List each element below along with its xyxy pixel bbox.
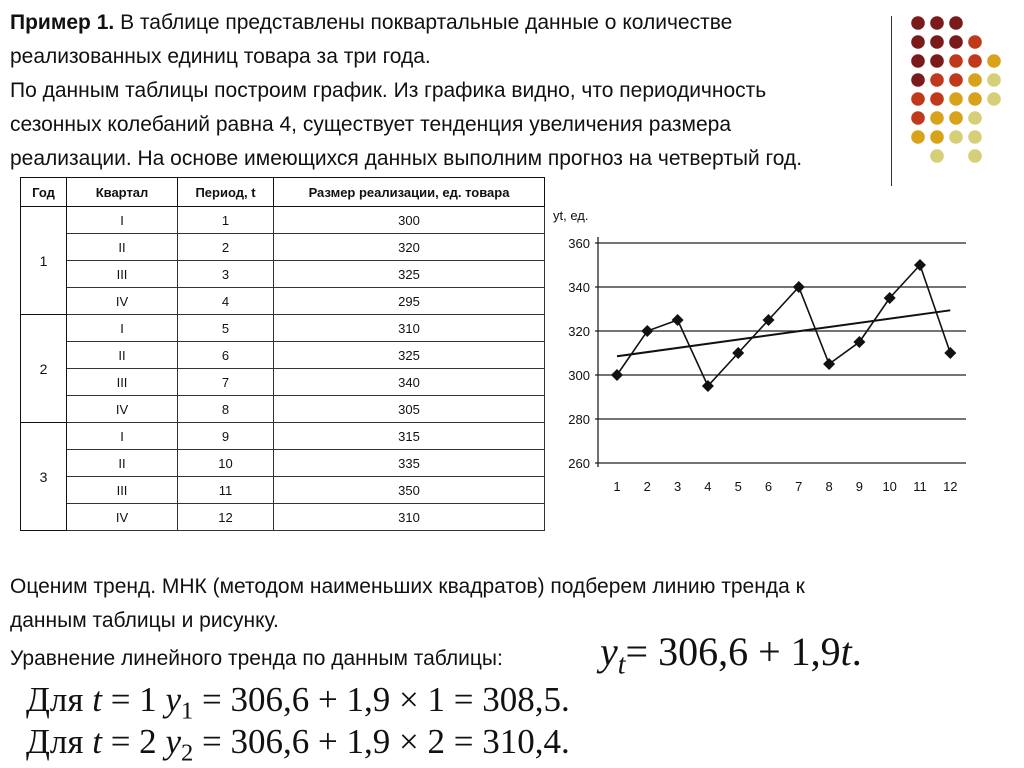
sales-cell: 305: [274, 396, 545, 423]
table-row: [21, 288, 545, 315]
sales-cell: 340: [274, 369, 545, 396]
sales-cell: 310: [274, 315, 545, 342]
header-sales: Размер реализации, ед. товара: [274, 178, 545, 207]
data-point: [853, 336, 865, 348]
calc-1-prefix: Для: [26, 680, 93, 719]
decor-dot: [949, 16, 963, 30]
period-cell: 5: [178, 315, 274, 342]
calc-1-value: = 1: [101, 680, 166, 719]
eq-y: y: [600, 629, 618, 674]
sales-cell: 315: [274, 423, 545, 450]
period-cell: 10: [178, 450, 274, 477]
sales-cell: 350: [274, 477, 545, 504]
table-row: [21, 477, 545, 504]
table-header-row: [21, 178, 545, 207]
sales-cell: 325: [274, 261, 545, 288]
series-line: [617, 265, 950, 386]
period-cell: 8: [178, 396, 274, 423]
quarter-cell: I: [67, 315, 178, 342]
x-tick-label: 12: [943, 479, 958, 494]
period-cell: 6: [178, 342, 274, 369]
table-row: [21, 315, 545, 342]
x-tick-label: 4: [704, 479, 712, 494]
y-axis-label: yt, ед.: [553, 208, 589, 223]
calc-line-1: [26, 680, 570, 725]
eq-end: .: [851, 629, 862, 674]
x-tick-label: 6: [764, 479, 773, 494]
header-quarter: Квартал: [67, 178, 178, 207]
decor-dot: [930, 16, 944, 30]
period-cell: 12: [178, 504, 274, 531]
period-cell: 4: [178, 288, 274, 315]
intro-line-2: реализованных единиц товара за три года.: [10, 45, 431, 68]
data-point: [672, 314, 684, 326]
decor-dot: [987, 92, 1001, 106]
decor-dot: [911, 111, 925, 125]
decor-dot: [968, 130, 982, 144]
decor-dot: [911, 73, 925, 87]
intro-line-4: сезонных колебаний равна 4, существует тенденция увеличения размера: [10, 113, 731, 136]
table-row: [21, 396, 545, 423]
sales-line-chart: [548, 200, 968, 500]
table-row: [21, 369, 545, 396]
table-row: [21, 423, 545, 450]
quarter-cell: III: [67, 477, 178, 504]
decor-dot: [911, 16, 925, 30]
decor-dot: [968, 149, 982, 163]
data-point: [611, 369, 623, 381]
data-point: [823, 358, 835, 370]
calc-1-expr: = 306,6 + 1,9 × 1 = 308,5.: [193, 680, 570, 719]
period-cell: 2: [178, 234, 274, 261]
y-tick-label: 280: [568, 412, 590, 427]
x-tick-label: 8: [825, 479, 833, 494]
data-point: [641, 325, 653, 337]
period-cell: 9: [178, 423, 274, 450]
quarter-cell: III: [67, 369, 178, 396]
quarter-cell: IV: [67, 288, 178, 315]
intro-line-1: В таблице представлены поквартальные данные о количестве: [114, 11, 733, 34]
table-row: [21, 207, 545, 234]
decor-dot: [949, 35, 963, 49]
quarter-cell: II: [67, 450, 178, 477]
decor-dot: [930, 111, 944, 125]
calc-2-value: = 2: [101, 722, 166, 761]
year-cell: 2: [21, 315, 67, 423]
sales-cell: 335: [274, 450, 545, 477]
table-row: [21, 261, 545, 288]
trend-equation: [600, 628, 862, 681]
y-tick-label: 320: [568, 324, 590, 339]
decor-dot: [968, 92, 982, 106]
calc-1-sub: 1: [180, 697, 194, 725]
period-cell: 7: [178, 369, 274, 396]
x-tick-label: 9: [855, 479, 864, 494]
eq-rhs: = 306,6 + 1,9: [625, 629, 841, 674]
quarter-cell: I: [67, 423, 178, 450]
calc-2-sub: 2: [180, 739, 194, 767]
decor-dot: [911, 92, 925, 106]
trend-line-1: Оценим тренд. МНК (методом наименьших квадратов) подберем линию тренда к: [10, 575, 805, 598]
year-cell: 3: [21, 423, 67, 531]
period-cell: 3: [178, 261, 274, 288]
example-heading: Пример 1.: [10, 11, 115, 34]
quarter-cell: I: [67, 207, 178, 234]
x-tick-label: 2: [643, 479, 651, 494]
sales-cell: 310: [274, 504, 545, 531]
calc-2-expr: = 306,6 + 1,9 × 2 = 310,4.: [193, 722, 570, 761]
trend-line: [617, 310, 950, 356]
quarter-cell: II: [67, 342, 178, 369]
intro-line-5: реализации. На основе имеющихся данных выполним прогноз на четвертый год.: [10, 147, 803, 170]
quarter-cell: II: [67, 234, 178, 261]
equation-label: Уравнение линейного тренда по данным таблицы:: [10, 647, 503, 670]
sales-table: [20, 177, 545, 531]
period-cell: 11: [178, 477, 274, 504]
year-cell: 1: [21, 207, 67, 315]
decor-dot: [949, 130, 963, 144]
sales-cell: 300: [274, 207, 545, 234]
y-tick-label: 340: [568, 280, 590, 295]
x-tick-label: 10: [882, 479, 897, 494]
decor-dot: [949, 73, 963, 87]
sales-cell: 325: [274, 342, 545, 369]
decor-dot: [949, 92, 963, 106]
y-tick-label: 360: [568, 236, 590, 251]
decor-dot: [968, 73, 982, 87]
x-tick-label: 7: [795, 479, 803, 494]
decor-dot: [911, 130, 925, 144]
y-tick-label: 300: [568, 368, 590, 383]
header-period: Период, t: [178, 178, 274, 207]
quarter-cell: IV: [67, 396, 178, 423]
calc-line-2: [26, 722, 570, 767]
x-tick-label: 3: [673, 479, 682, 494]
x-tick-label: 5: [734, 479, 742, 494]
decor-dot: [930, 54, 944, 68]
calc-2-prefix: Для: [26, 722, 93, 761]
intro-line-3: По данным таблицы построим график. Из графика видно, что периодичность: [10, 79, 767, 102]
decor-dot: [930, 92, 944, 106]
decor-dot: [930, 149, 944, 163]
table-row: [21, 504, 545, 531]
x-tick-label: 11: [913, 479, 927, 494]
sales-cell: 320: [274, 234, 545, 261]
table-row: [21, 450, 545, 477]
decor-dot: [911, 54, 925, 68]
decor-dot: [930, 73, 944, 87]
decor-dot: [949, 111, 963, 125]
eq-var: t: [840, 629, 852, 674]
y-tick-label: 260: [568, 456, 590, 471]
calc-2-y: y: [165, 722, 181, 761]
decor-dot: [930, 35, 944, 49]
quarter-cell: IV: [67, 504, 178, 531]
x-tick-label: 1: [613, 479, 621, 494]
decor-dot: [949, 54, 963, 68]
table-row: [21, 342, 545, 369]
data-point: [944, 347, 956, 359]
calc-2-var: t: [92, 722, 102, 761]
decor-dot: [968, 54, 982, 68]
decor-dot: [987, 73, 1001, 87]
trend-line-2: данным таблицы и рисунку.: [10, 609, 279, 632]
header-year: Год: [21, 178, 67, 207]
eq-sub: t: [617, 649, 626, 681]
decor-dot: [968, 111, 982, 125]
calc-1-var: t: [92, 680, 102, 719]
period-cell: 1: [178, 207, 274, 234]
decor-dot: [987, 54, 1001, 68]
quarter-cell: III: [67, 261, 178, 288]
decor-dots: [0, 0, 1024, 200]
decor-dot: [911, 35, 925, 49]
decor-dot: [930, 130, 944, 144]
calc-1-y: y: [165, 680, 181, 719]
table-row: [21, 234, 545, 261]
sales-cell: 295: [274, 288, 545, 315]
decor-dot: [968, 35, 982, 49]
